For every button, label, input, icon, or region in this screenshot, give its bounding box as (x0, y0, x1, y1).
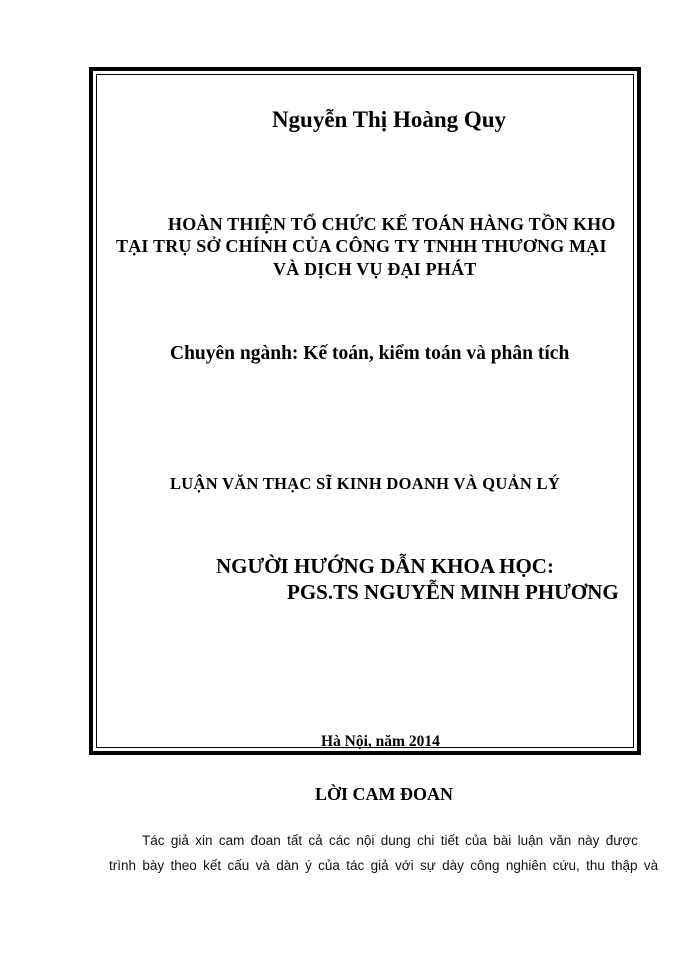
thesis-title-line-2: TẠI TRỤ SỞ CHÍNH CỦA CÔNG TY TNHH THƯƠNG MẠI (116, 236, 607, 256)
thesis-title-line-1: HOÀN THIỆN TỔ CHỨC KẾ TOÁN HÀNG TỒN KHO (168, 214, 616, 234)
cover-inner-border (96, 74, 634, 748)
place-date: Hà Nội, năm 2014 (321, 733, 440, 750)
major-field: Chuyên ngành: Kế toán, kiểm toán và phân tích (170, 343, 570, 364)
declaration-line-2: trình bày theo kết cấu và dàn ý của tác giả với sự dày công nghiên cứu, thu thập và (109, 858, 659, 873)
degree-type: LUẬN VĂN THẠC SĨ KINH DOANH VÀ QUẢN LÝ (170, 474, 561, 493)
declaration-line-1: Tác giả xin cam đoan tất cả các nội dung chi tiết của bài luận văn này được (142, 833, 638, 848)
supervisor-name: PGS.TS NGUYỄN MINH PHƯƠNG (287, 580, 619, 604)
thesis-title-line-3: VÀ DỊCH VỤ ĐẠI PHÁT (273, 259, 477, 279)
declaration-title: LỜI CAM ĐOAN (315, 784, 453, 804)
supervisor-label: NGƯỜI HƯỚNG DẪN KHOA HỌC: (216, 554, 554, 578)
author-name: Nguyễn Thị Hoàng Quy (271, 107, 507, 132)
cover-border (89, 67, 641, 755)
